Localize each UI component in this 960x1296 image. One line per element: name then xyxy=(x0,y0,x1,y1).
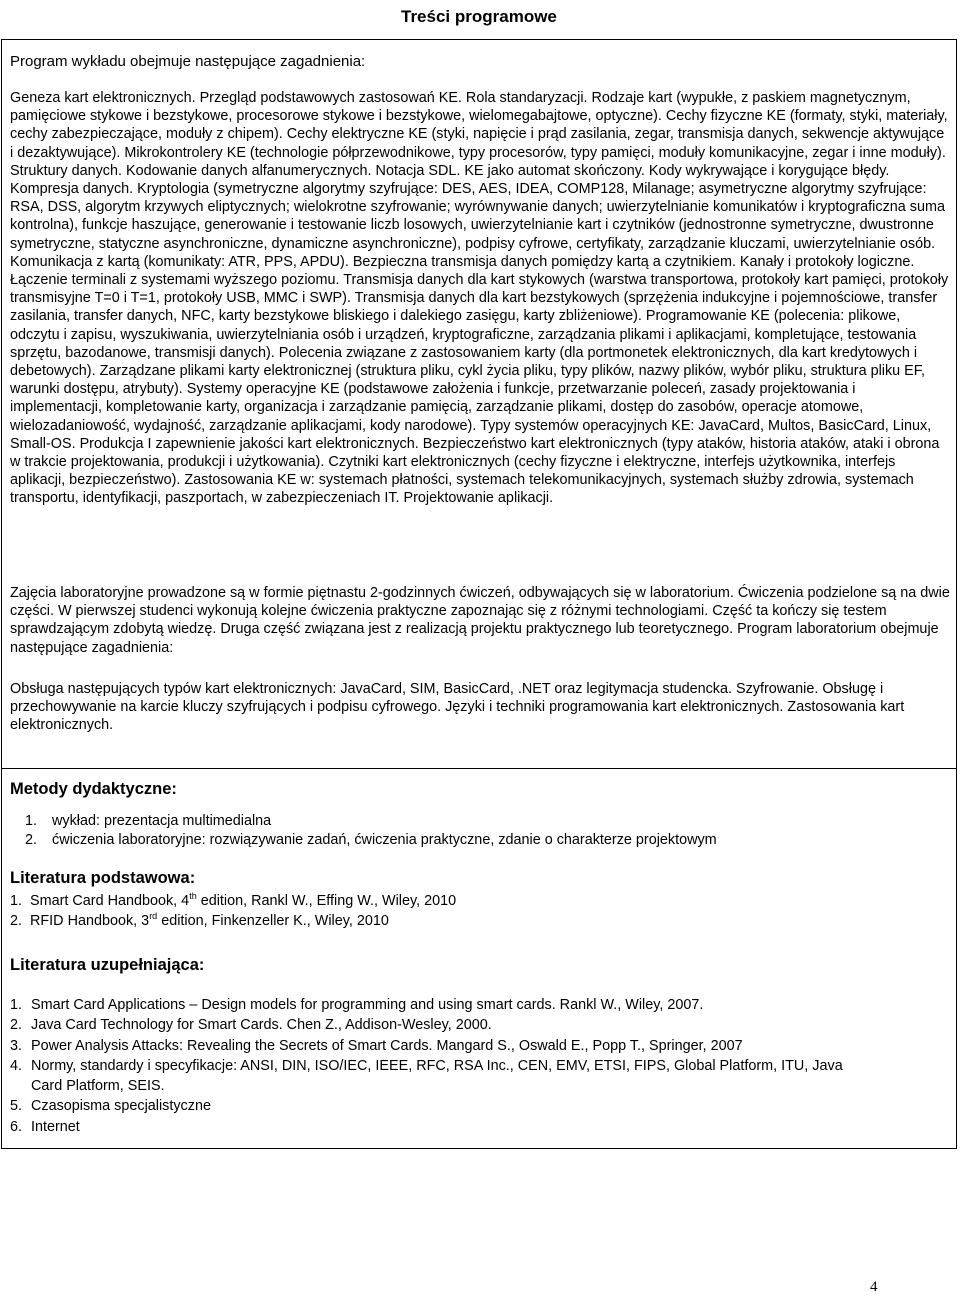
item-text: edition, Finkenzeller K., Wiley, 2010 xyxy=(157,913,389,930)
item-text: Internet xyxy=(31,1118,80,1135)
item-number: 1. xyxy=(25,813,38,829)
section-title: Treści programowe xyxy=(401,7,557,26)
methods-list xyxy=(10,812,717,850)
item-number: 2. xyxy=(25,832,38,848)
item-text-continuation: Card Platform, SEIS. xyxy=(31,1078,165,1095)
lecture-program-text: Geneza kart elektronicznych. Przegląd podstawowych zastosowań KE. Rola standaryzacji. Rodzaje kart (wypukłe, z paskiem magnetycznym, pamięciowe stykowe i bezstykowe, procesorowe stykowe i bezstykowe, wielomegabajtowe, optyczne). Cechy fizyczne KE (formaty, styki, materiały, cechy zabezpieczające, moduły z chipem). Cechy elektryczne KE (styki, napięcie i prąd zasilania, zegar, transmisja danych, sekwencje aktywujące i dezaktywujące). Mikrokontrolery KE (technologie półprzewodnikowe, typy procesorów, typy pamięci, moduły komunikacyjne, zegar i inne moduły). Struktury danych. Kodowanie danych alfanumerycznych. Notacja SDL. KE jako automat skończony. Kody wykrywające i korygujące błędy. Kompresja danych. Kryptologia (symetryczne algorytmy szyfrujące: DES, AES, IDEA, COMP128, Milanage; asymetryczne algorytmy szyfrujące: RSA, DSS, algorytm krzywych eliptycznych; wielokrotne szyfrowanie; wyrównywanie danych; uwierzytelnianie komunikatów i kryptograficzna suma kontrolna), funkcje haszujące, generowanie i testowanie liczb losowych, uwierzytelnianie kart i czytników (jednostronne symetryczne, dwustronne symetryczne, statyczne asynchroniczne, dynamiczne asynchroniczne), podpisy cyfrowe, certyfikaty, zarządzanie kluczami, uwierzytelnianie osób. Komunikacja z kartą (komunikaty: ATR, PPS, APDU). Bezpieczna transmisja danych pomiędzy kartą a czytnikiem. Kanały i protokoły logiczne. Łączenie terminali z systemami wyższego poziomu. Transmisja danych dla kart stykowych (warstwa transportowa, protokoły kart pamięci, protokoły transmisyjne T=0 i T=1, protokoły USB, MMC i SWP). Transmisja danych dla kart bezstykowych (sprzężenia indukcyjne i pojemnościowe, transfer zasilania, transfer danych, NFC, karty bezstykowe bliskiego i dalekiego zasięgu, karty zbliżeniowe). Programowanie KE (polecenia: plikowe, odczytu i zapisu, wyszukiwania, uwierzytelniania osób i urządzeń, kryptograficzne, zarządzania plikami i aplikacjami, kompletujące, testowania sprzętu, bazodanowe, transmisji danych). Polecenia związane z zastosowaniem karty (dla portmonetek elektronicznych, dla kart kredytowych i debetowych). Zarządzane plikami karty elektronicznej (struktura pliku, cykl życia pliku, typy plików, nazwy plików, wybór pliku, struktura pliku EF, warunki dostępu, atrybuty). Systemy operacyjne KE (podstawowe założenia i funkcje, przetwarzanie poleceń, zasady projektowania i implementacji, kompletowanie karty, organizacja i zarządzanie pamięcią, zarządzanie plikami, dostęp do zasobów, operacje atomowe, wielozadaniowość, wydajność, zarządzanie aplikacjami, kody narodowe). Typy systemów operacyjnych KE: JavaCard, Multos, BasicCard, Linux, Small-OS. Produkcja I zapewnienie jakości kart elektronicznych. Bezpieczeństwo kart elektronicznych (typy ataków, historia ataków, ataki i obrona w trakcie projektowania, produkcji i użytkowania). Czytniki kart elektronicznych (cechy fizyczne i elektryczne, interfejs użytkownika, interfejs aplikacji, bezpieczeństwo). Zastosowania KE w: systemach płatności, systemach telekomunikacyjnych, systemach służby zdrowia, systemach transportu, identyfikacji, paszportach, w zabezpieczeniach IT. Projektowanie aplikacji. xyxy=(10,90,949,507)
item-number: 4. xyxy=(10,1057,23,1074)
list-item xyxy=(10,831,717,850)
supplementary-literature-heading: Literatura uzupełniająca: xyxy=(10,956,205,974)
item-text: Power Analysis Attacks: Revealing the Secrets of Smart Cards. Mangard S., Oswald E., Popp T., Springer, 2007 xyxy=(31,1037,743,1054)
methods-heading: Metody dydaktyczne: xyxy=(10,780,177,798)
item-number: 1. xyxy=(10,997,23,1013)
page-number: 4 xyxy=(870,1279,878,1295)
methods-literature-section xyxy=(2,769,956,1148)
item-text: Smart Card Applications – Design models for programming and using smart cards. Rankl W., Wiley, 2007. xyxy=(31,997,704,1013)
item-text: edition, Rankl W., Effing W., Wiley, 2010 xyxy=(196,893,457,909)
superscript: rd xyxy=(149,911,158,922)
list-item xyxy=(10,1056,843,1097)
lecture-section xyxy=(2,40,956,769)
item-number: 1. xyxy=(10,893,23,909)
item-text: wykład: prezentacja multimedialna xyxy=(52,813,272,829)
item-text: Smart Card Handbook, 4 xyxy=(30,893,190,909)
item-number: 5. xyxy=(10,1098,23,1115)
item-text: Czasopisma specjalistyczne xyxy=(31,1098,211,1115)
list-item xyxy=(10,1096,843,1116)
item-number: 6. xyxy=(10,1118,23,1135)
basic-literature-heading: Literatura podstawowa: xyxy=(10,869,196,887)
basic-literature-list xyxy=(10,891,456,931)
item-number: 3. xyxy=(10,1037,23,1054)
list-item xyxy=(10,911,456,931)
list-item xyxy=(10,1036,843,1056)
laboratory-description: Zajęcia laboratoryjne prowadzone są w formie piętnastu 2-godzinnych ćwiczeń, odbywających się w laboratorium. Ćwiczenia podzielone są na dwie części. W pierwszej studenci wykonują kolejne ćwiczenia praktyczne zapoznając się z różnymi technologiami. Część ta kończy się testem sprawdzającym zdobytą wiedzę. Druga część związana jest z realizacją projektu praktycznego lub teoretycznego. Program laboratorium obejmuje następujące zagadnienia: xyxy=(10,585,950,656)
list-item xyxy=(10,995,843,1015)
supplementary-literature-list xyxy=(10,995,843,1137)
list-item xyxy=(10,1015,843,1035)
item-number: 2. xyxy=(10,913,23,930)
item-text: Java Card Technology for Smart Cards. Chen Z., Addison-Wesley, 2000. xyxy=(31,1017,492,1034)
item-text: RFID Handbook, 3 xyxy=(30,913,150,930)
list-item xyxy=(10,812,717,831)
lecture-intro: Program wykładu obejmuje następujące zagadnienia: xyxy=(10,53,366,70)
list-item xyxy=(10,1117,843,1137)
item-text: Normy, standardy i specyfikacje: ANSI, DIN, ISO/IEC, IEEE, RFC, RSA Inc., CEN, EMV, ETSI, FIPS, Global Platform, ITU, Java xyxy=(31,1057,843,1074)
item-text: ćwiczenia laboratoryjne: rozwiązywanie zadań, ćwiczenia praktyczne, zdanie o charakterze projektowym xyxy=(52,832,717,848)
superscript: th xyxy=(189,891,197,901)
list-item xyxy=(10,891,456,911)
laboratory-topics: Obsługa następujących typów kart elektronicznych: JavaCard, SIM, BasicCard, .NET oraz legitymacja studencka. Szyfrowanie. Obsługę i przechowywanie na karcie kluczy szyfrujących i podpisu cyfrowego. Języki i techniki programowania kart elektronicznych. Zastosowania kart elektronicznych. xyxy=(10,681,905,734)
item-number: 2. xyxy=(10,1017,23,1034)
content-table xyxy=(1,39,957,1149)
